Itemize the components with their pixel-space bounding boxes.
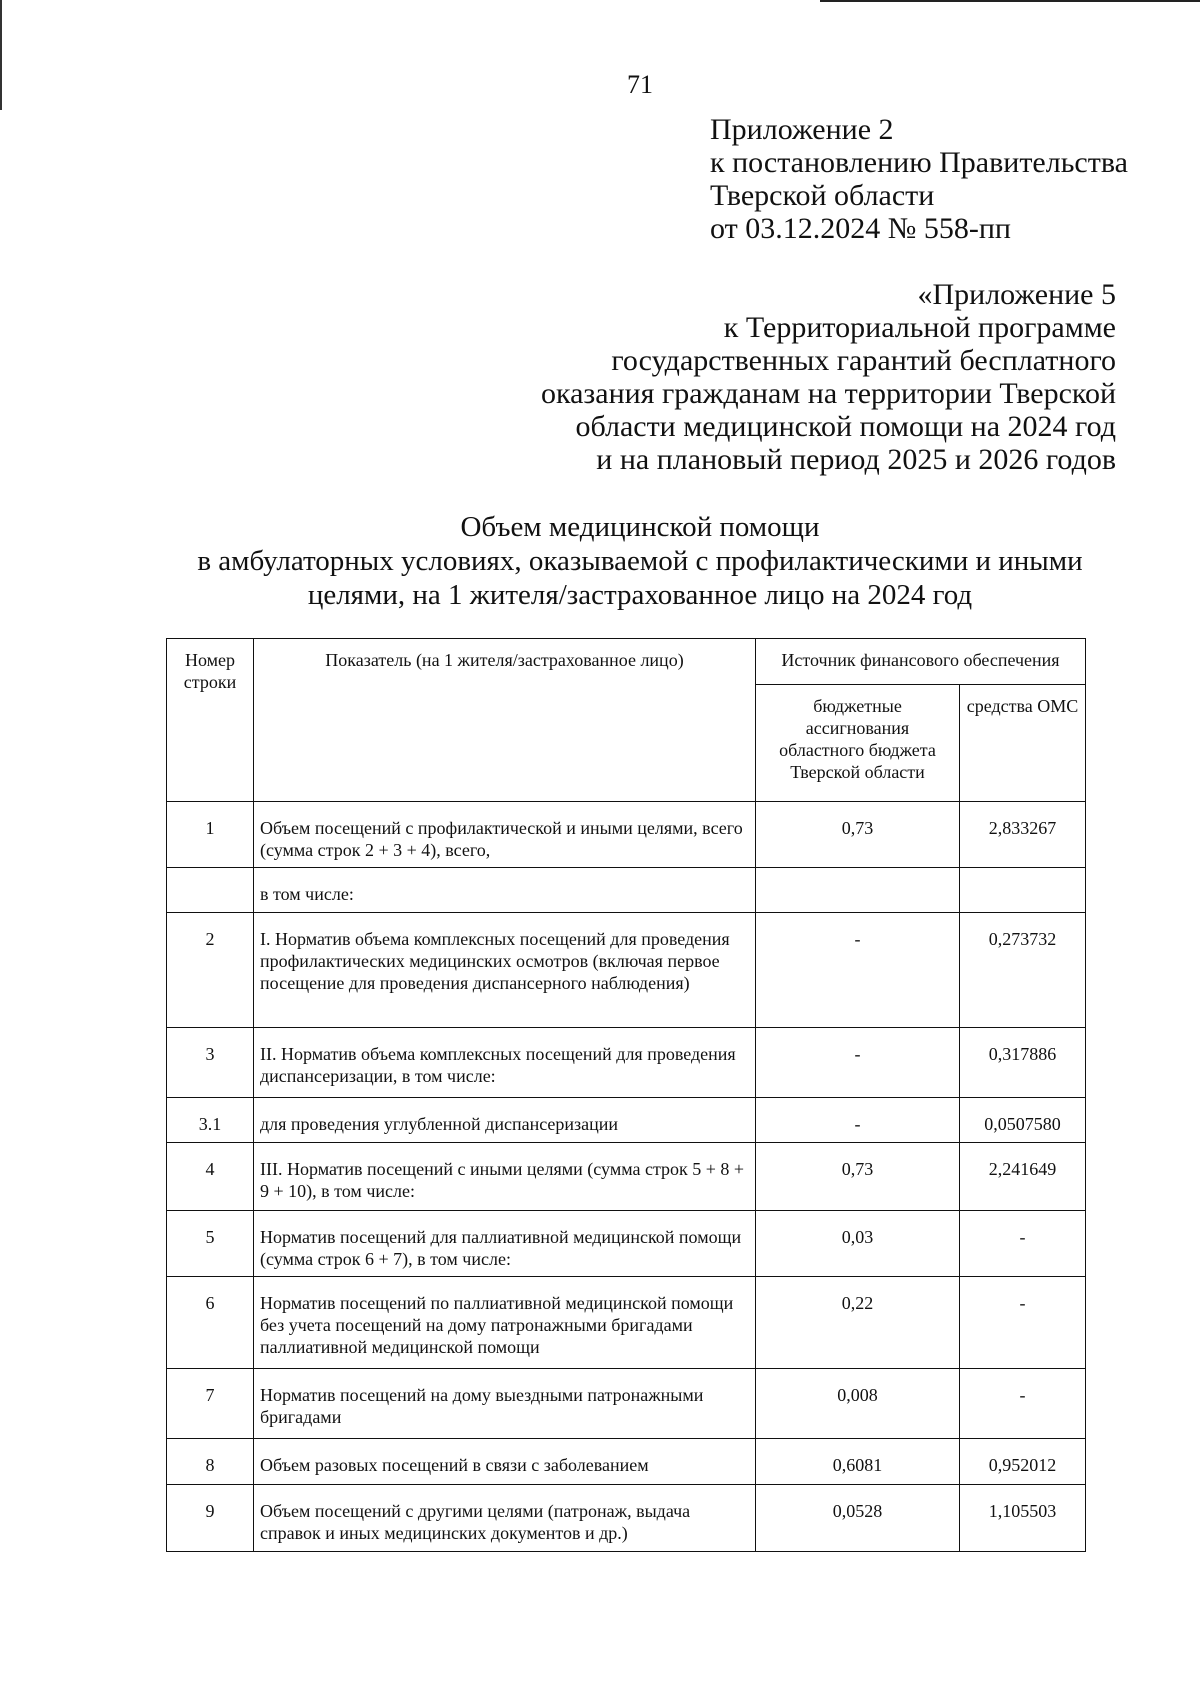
row-indicator: для проведения углубленной диспансеризации: [254, 1098, 756, 1143]
row-budget-value: [756, 868, 960, 913]
row-number: 5: [167, 1211, 254, 1277]
row-indicator: Норматив посещений для паллиативной медицинской помощи (сумма строк 6 + 7), в том числе:: [254, 1211, 756, 1277]
header-row-no: Номер строки: [167, 639, 254, 802]
row-oms-value: 0,273732: [960, 913, 1086, 1028]
title-line: Объем медицинской помощи: [460, 511, 820, 543]
table-row: [167, 868, 1086, 913]
row-oms-value: [960, 868, 1086, 913]
document-title: [160, 510, 1120, 612]
table-row: [167, 1369, 1086, 1439]
page-number: 71: [627, 70, 653, 99]
table-row: [167, 1277, 1086, 1369]
table-row: [167, 1211, 1086, 1277]
row-number: 2: [167, 913, 254, 1028]
approval-line: от 03.12.2024 № 558-пп: [710, 212, 1011, 245]
row-indicator: II. Норматив объема комплексных посещений для проведения диспансеризации, в том числе:: [254, 1028, 756, 1098]
table-row: [167, 1143, 1086, 1211]
row-indicator: Объем посещений с другими целями (патронаж, выдача справок и иных медицинских документов и др.): [254, 1485, 756, 1552]
header-oms: средства ОМС: [960, 685, 1086, 802]
row-oms-value: 0,317886: [960, 1028, 1086, 1098]
row-indicator: Объем посещений с профилактической и иными целями, всего (сумма строк 2 + 3 + 4), всего,: [254, 802, 756, 868]
table-row: [167, 1098, 1086, 1143]
row-budget-value: 0,22: [756, 1277, 960, 1369]
header-source: Источник финансового обеспечения: [756, 639, 1086, 685]
appendix-block: [541, 278, 1116, 476]
row-budget-value: 0,73: [756, 1143, 960, 1211]
row-number: 7: [167, 1369, 254, 1439]
header-budget: бюджетные ассигнования областного бюджета Тверской области: [756, 685, 960, 802]
row-budget-value: 0,0528: [756, 1485, 960, 1552]
row-budget-value: -: [756, 913, 960, 1028]
row-number: 8: [167, 1439, 254, 1485]
row-oms-value: 2,241649: [960, 1143, 1086, 1211]
row-indicator: I. Норматив объема комплексных посещений для проведения профилактических медицинских осмотров (включая первое посещение для проведения диспансерного наблюдения): [254, 913, 756, 1028]
table-row: [167, 913, 1086, 1028]
approval-line: к постановлению Правительства: [710, 146, 1128, 179]
row-budget-value: -: [756, 1028, 960, 1098]
title-line: целями, на 1 жителя/застрахованное лицо на 2024 год: [307, 579, 973, 611]
appendix-line: области медицинской помощи на 2024 год: [575, 410, 1116, 443]
row-oms-value: 0,0507580: [960, 1098, 1086, 1143]
row-oms-value: -: [960, 1211, 1086, 1277]
row-budget-value: 0,73: [756, 802, 960, 868]
header-indicator: Показатель (на 1 жителя/застрахованное лицо): [254, 639, 756, 802]
volume-table: [166, 638, 1086, 1552]
appendix-line: оказания гражданам на территории Тверской: [540, 377, 1116, 410]
row-indicator: Норматив посещений на дому выездными патронажными бригадами: [254, 1369, 756, 1439]
row-number: [167, 868, 254, 913]
row-oms-value: 2,833267: [960, 802, 1086, 868]
row-number: 9: [167, 1485, 254, 1552]
row-number: 1: [167, 802, 254, 868]
appendix-line: «Приложение 5: [917, 278, 1116, 311]
row-budget-value: 0,03: [756, 1211, 960, 1277]
row-number: 3: [167, 1028, 254, 1098]
approval-block: [710, 113, 1128, 245]
table-row: [167, 1485, 1086, 1552]
row-budget-value: 0,008: [756, 1369, 960, 1439]
row-oms-value: -: [960, 1369, 1086, 1439]
approval-line: Приложение 2: [710, 113, 894, 146]
row-oms-value: 0,952012: [960, 1439, 1086, 1485]
row-number: 4: [167, 1143, 254, 1211]
appendix-line: к Территориальной программе: [723, 311, 1116, 344]
row-indicator: Объем разовых посещений в связи с заболеванием: [254, 1439, 756, 1485]
table-row: [167, 1028, 1086, 1098]
scan-border-left: [0, 0, 2, 110]
appendix-line: и на плановый период 2025 и 2026 годов: [596, 443, 1116, 476]
row-number: 6: [167, 1277, 254, 1369]
row-oms-value: 1,105503: [960, 1485, 1086, 1552]
approval-line: Тверской области: [710, 179, 935, 212]
header-row: [167, 639, 1086, 685]
row-oms-value: -: [960, 1277, 1086, 1369]
row-number: 3.1: [167, 1098, 254, 1143]
row-budget-value: -: [756, 1098, 960, 1143]
row-indicator: в том числе:: [254, 868, 756, 913]
row-budget-value: 0,6081: [756, 1439, 960, 1485]
title-line: в амбулаторных условиях, оказываемой с профилактическими и иными: [197, 545, 1083, 577]
scan-border-top: [820, 0, 1200, 2]
row-indicator: III. Норматив посещений с иными целями (сумма строк 5 + 8 + 9 + 10), в том числе:: [254, 1143, 756, 1211]
appendix-line: государственных гарантий бесплатного: [611, 344, 1116, 377]
table-row: [167, 802, 1086, 868]
row-indicator: Норматив посещений по паллиативной медицинской помощи без учета посещений на дому патронажными бригадами паллиативной медицинской помощи: [254, 1277, 756, 1369]
table-row: [167, 1439, 1086, 1485]
